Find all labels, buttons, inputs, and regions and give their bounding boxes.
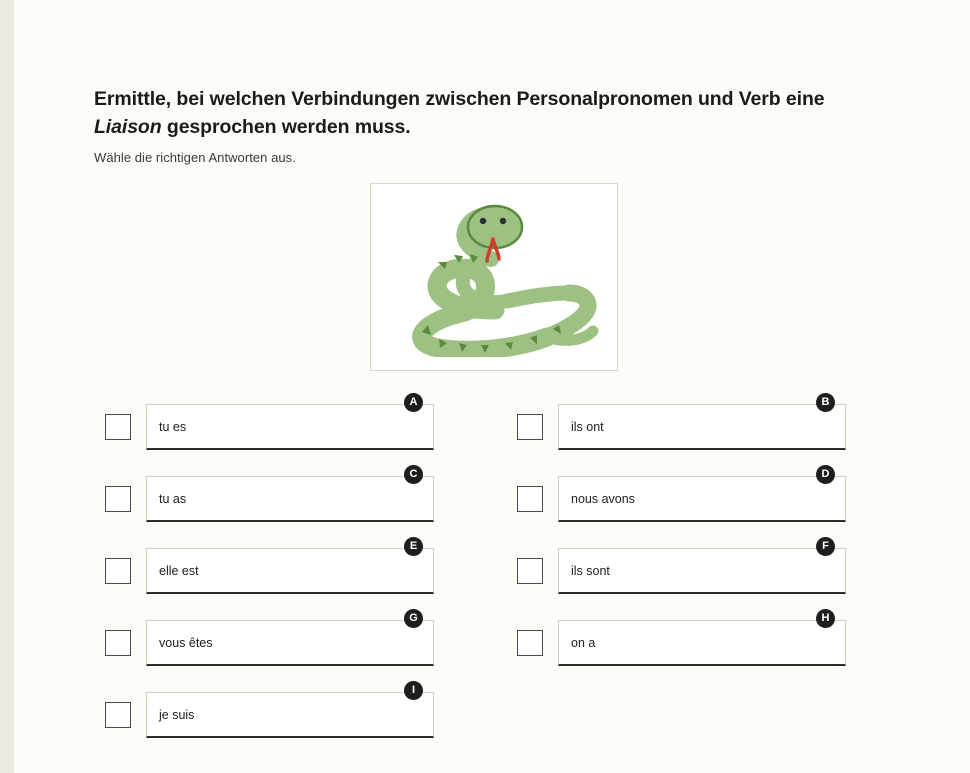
option-badge-c: C (404, 465, 423, 484)
option-checkbox-h[interactable] (517, 630, 543, 656)
option-field-c[interactable] (146, 476, 434, 522)
option-label-g: vous êtes (159, 635, 213, 650)
option-checkbox-e[interactable] (105, 558, 131, 584)
option-label-f: ils sont (571, 563, 610, 578)
option-field-e[interactable] (146, 548, 434, 594)
option-row-f (506, 537, 846, 609)
question-title-italic: Liaison (94, 115, 162, 138)
option-badge-i: I (404, 681, 423, 700)
option-label-c: tu as (159, 491, 187, 506)
option-label-d: nous avons (571, 491, 635, 506)
option-badge-d: D (816, 465, 835, 484)
options-column-right (506, 393, 846, 681)
option-label-h: on a (571, 635, 596, 650)
option-field-b[interactable] (558, 404, 846, 450)
option-checkbox-i[interactable] (105, 702, 131, 728)
option-label-i: je suis (159, 707, 195, 722)
option-row-e (94, 537, 434, 609)
page-title (94, 86, 869, 141)
option-checkbox-c[interactable] (105, 486, 131, 512)
option-row-d (506, 465, 846, 537)
option-label-e: elle est (159, 563, 199, 578)
option-label-a: tu es (159, 419, 187, 434)
option-badge-g: G (404, 609, 423, 628)
question-title-part1: Ermittle, bei welchen Verbindungen zwischen Personalpronomen und Verb eine (94, 88, 825, 110)
option-row-a (94, 393, 434, 465)
option-field-d[interactable] (558, 476, 846, 522)
left-rail (0, 0, 14, 773)
exercise-page (14, 0, 970, 773)
illustration-frame (370, 183, 618, 371)
option-label-b: ils ont (571, 419, 604, 434)
exercise-content (94, 86, 894, 722)
option-badge-a: A (404, 393, 423, 412)
option-badge-e: E (404, 537, 423, 556)
question-instruction: Wähle die richtigen Antworten aus. (94, 150, 296, 166)
option-badge-b: B (816, 393, 835, 412)
option-row-b (506, 393, 846, 465)
question-title-part2: gesprochen werden muss. (161, 115, 411, 138)
option-row-h (506, 609, 846, 681)
option-checkbox-g[interactable] (105, 630, 131, 656)
option-field-f[interactable] (558, 548, 846, 594)
option-checkbox-f[interactable] (517, 558, 543, 584)
option-row-i (94, 681, 434, 753)
option-badge-h: H (816, 609, 835, 628)
illustration-wrapper (94, 183, 894, 371)
options-column-left (94, 393, 434, 753)
option-field-a[interactable] (146, 404, 434, 450)
option-row-g (94, 609, 434, 681)
option-checkbox-b[interactable] (517, 414, 543, 440)
option-row-c (94, 465, 434, 537)
option-badge-f: F (816, 537, 835, 556)
option-field-i[interactable] (146, 692, 434, 738)
snake-icon (387, 197, 602, 357)
option-field-g[interactable] (146, 620, 434, 666)
option-checkbox-a[interactable] (105, 414, 131, 440)
option-checkbox-d[interactable] (517, 486, 543, 512)
option-field-h[interactable] (558, 620, 846, 666)
